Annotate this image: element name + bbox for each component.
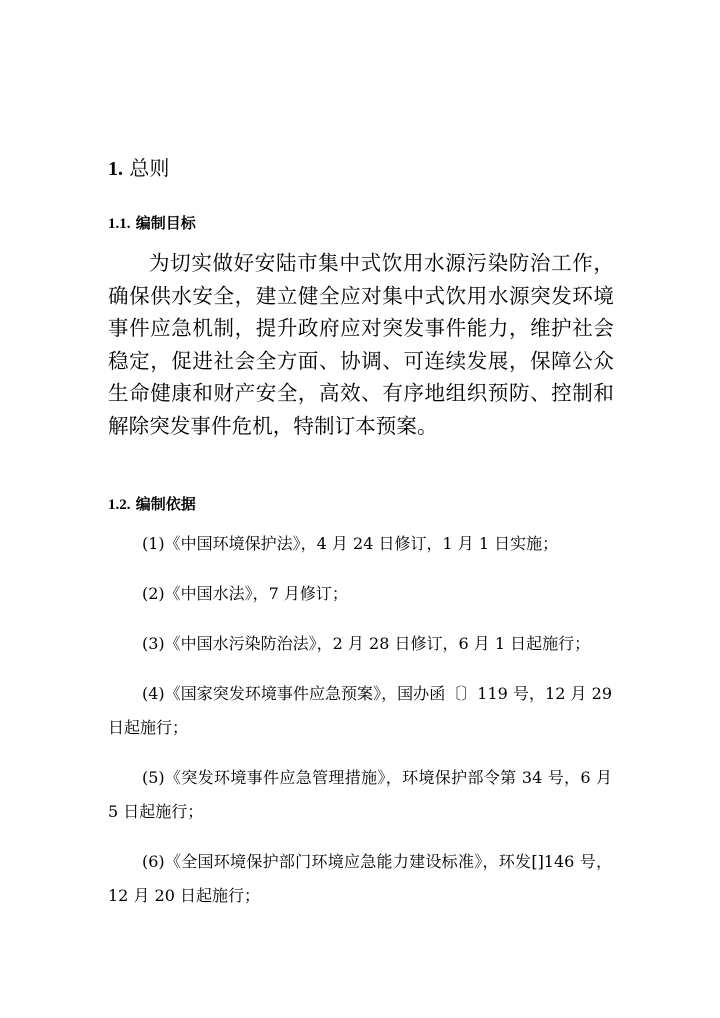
chapter-title: 总则 bbox=[129, 156, 170, 180]
basis-item-1: (1)《中国环境保护法》，4 月 24 日修订，1 月 1 日实施； bbox=[142, 534, 559, 553]
basis-item-2: (2)《中国水法》，7 月修订； bbox=[142, 584, 348, 603]
basis-item-3: (3)《中国水污染防治法》，2 月 28 日修订，6 月 1 日起施行； bbox=[142, 634, 591, 653]
section-heading-1-2 bbox=[108, 493, 196, 514]
section-number: 1.2. bbox=[108, 497, 131, 513]
section-title: 编制依据 bbox=[135, 495, 196, 513]
basis-item-4: (4)《国家突发环境事件应急预案》，国办函〔〕119 号，12 月 29 日起施行； bbox=[108, 684, 612, 737]
section-number: 1.1. bbox=[108, 216, 131, 232]
basis-item-6: (6)《全国环境保护部门环境应急能力建设标准》，环发[]146 号，12 月 20 日起施行； bbox=[108, 852, 612, 905]
section-heading-1-1 bbox=[108, 212, 196, 233]
chapter-number: 1. bbox=[108, 158, 123, 180]
basis-item-5: (5)《突发环境事件应急管理措施》，环境保护部令第 34 号，6 月 5 日起施行； bbox=[108, 768, 612, 821]
section-title: 编制目标 bbox=[135, 214, 196, 232]
objective-paragraph: 为切实做好安陆市集中式饮用水源污染防治工作，确保供水安全，建立健全应对集中式饮用水源突发环境事件应急机制，提升政府应对突发事件能力，维护社会稳定，促进社会全方面、协调、可连续发展，保障公众生命健康和财产安全，高效、有序地组织预防、控制和解除突发事件危机，特制订本预案。 bbox=[108, 251, 614, 438]
chapter-heading bbox=[108, 152, 169, 181]
